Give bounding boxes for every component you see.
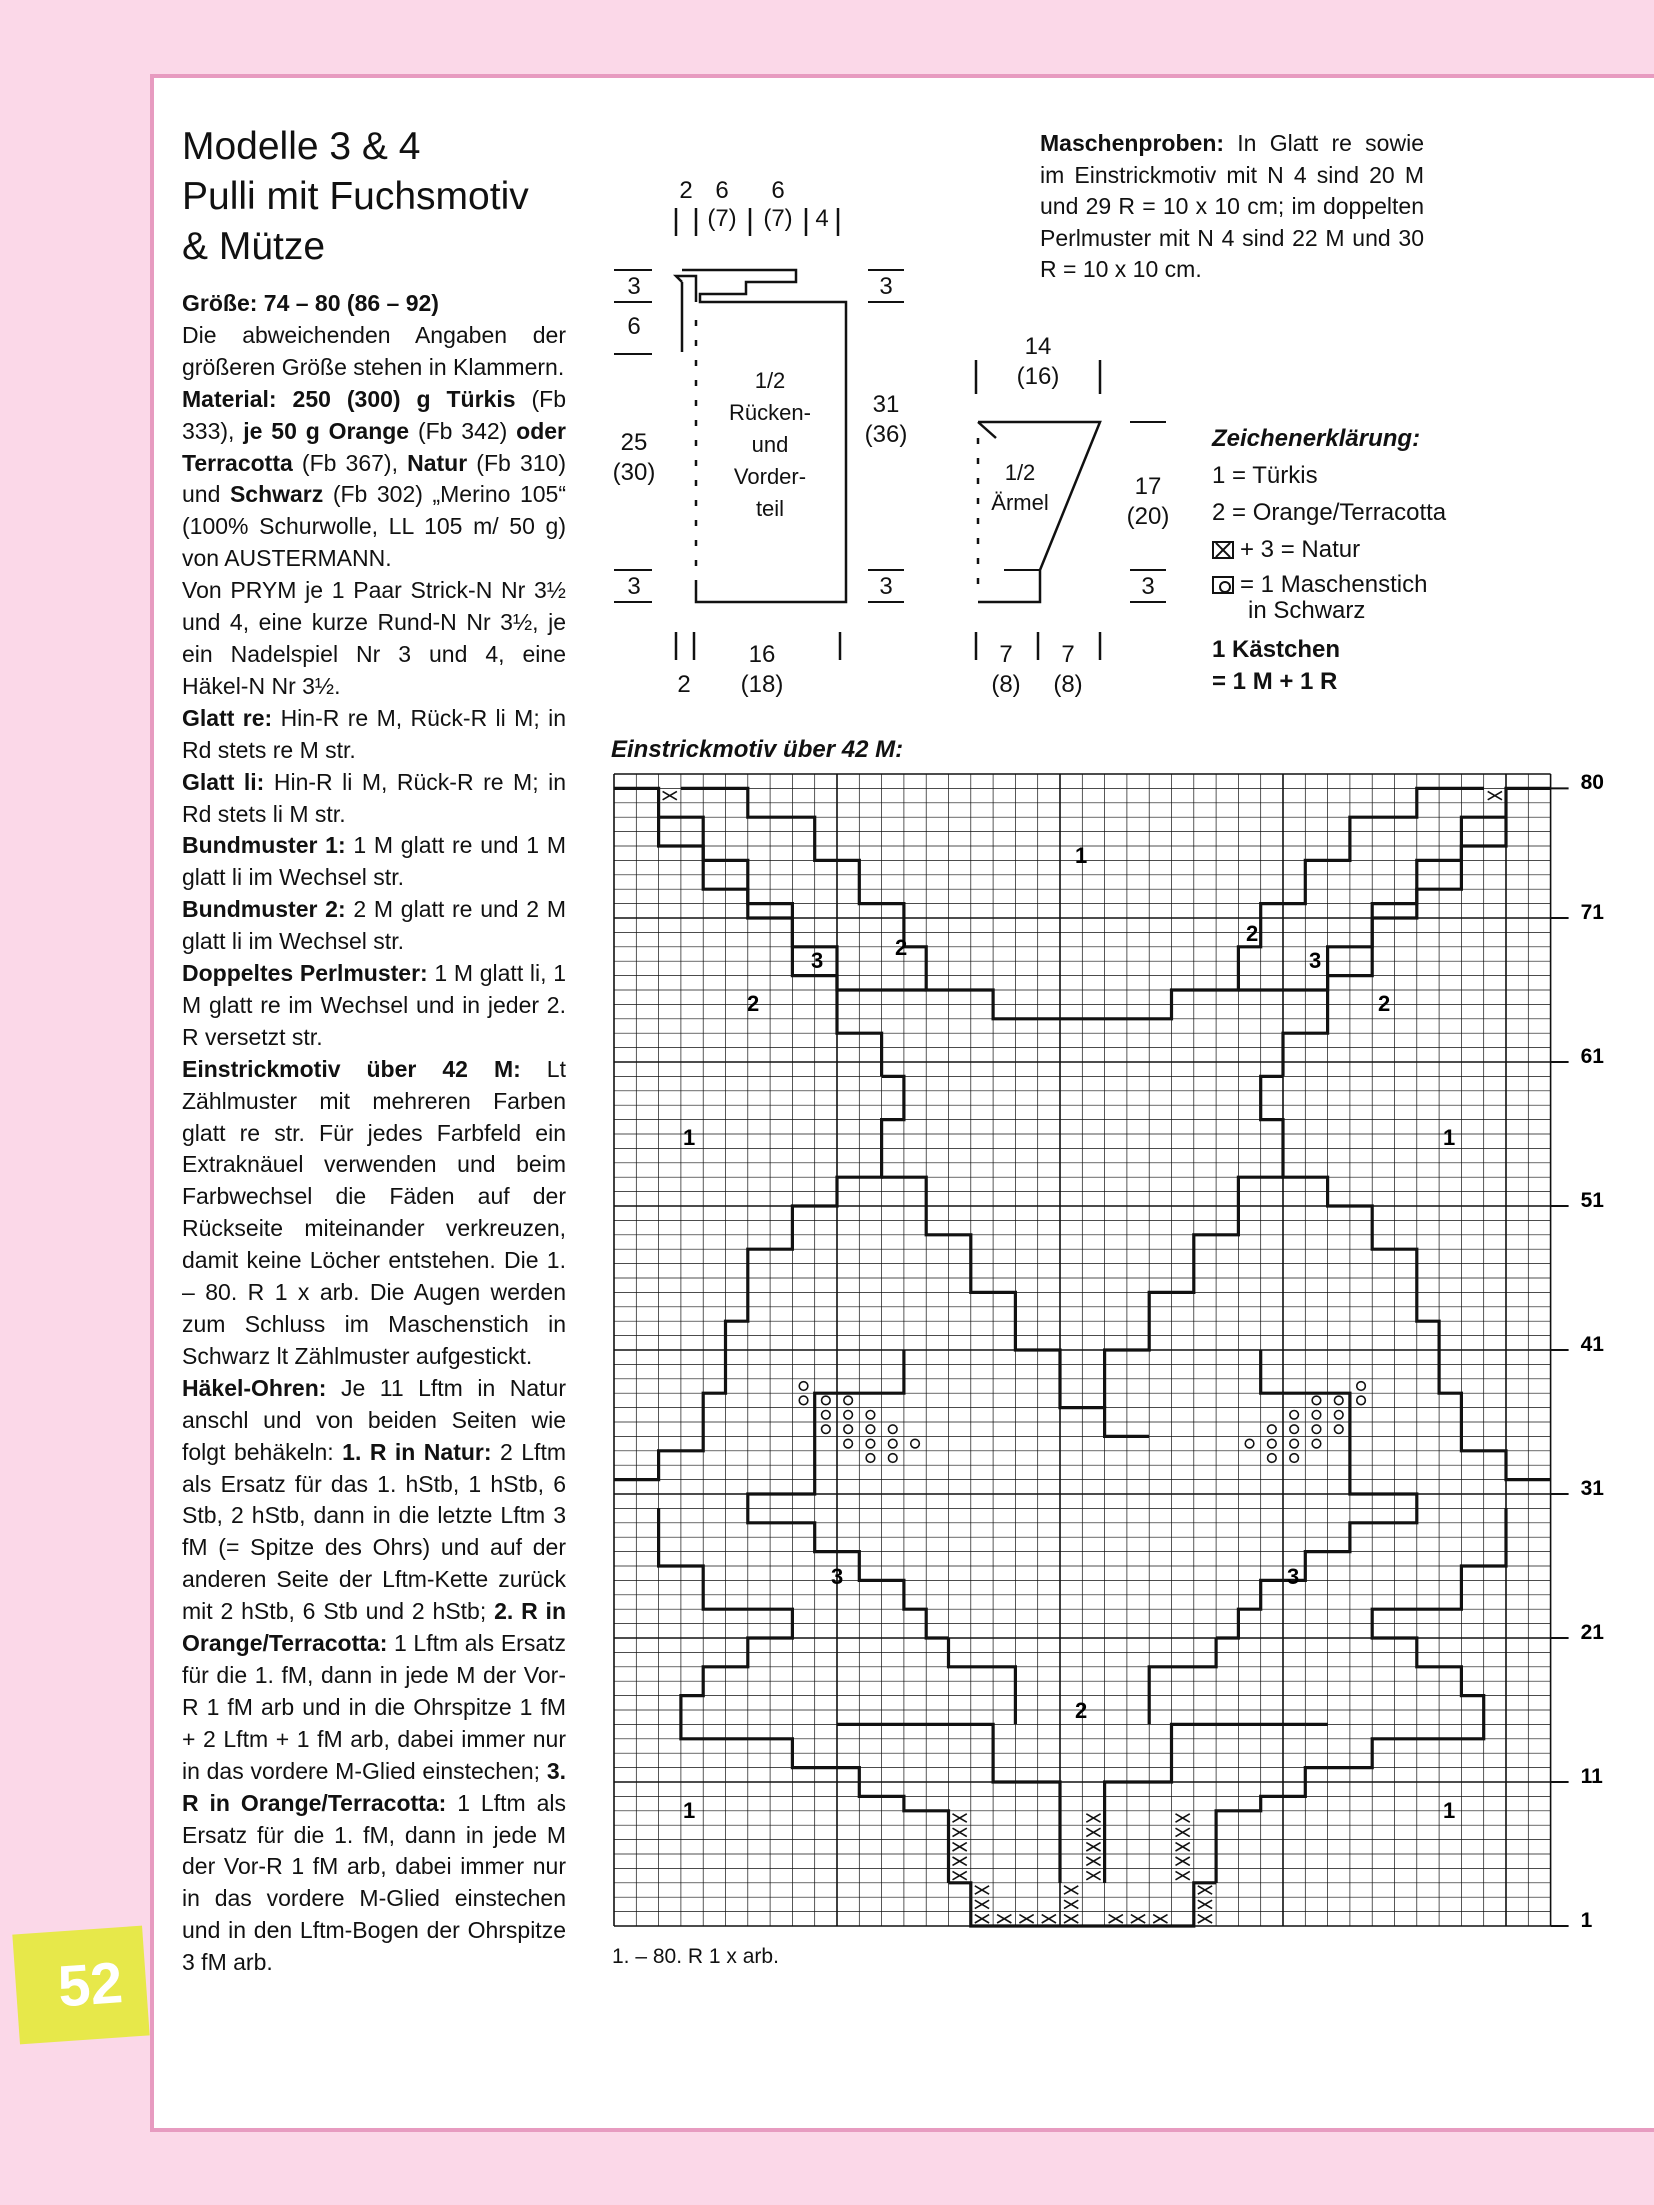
circle-mark: [1357, 1382, 1366, 1391]
material-orange: je 50 g Orange: [243, 417, 410, 444]
color-1-label: 1: [1443, 1798, 1456, 1823]
ohren-text: 2 Lftm als Ersatz für das 1. hStb, 1 hStb, 6 Stb, 2 hStb, dann in die letzte Lftm 3 fM (= Spitze des Ohrs) und auf der anderen Seite der Lftm-Kette zurück mit 2 hStb, 6 Stb und 2 hStb;: [182, 1438, 566, 1625]
cross-mark: [1176, 1828, 1190, 1836]
legend-item-3: [1212, 531, 1512, 568]
cross-mark: [953, 1828, 967, 1836]
legend-item-4: [1212, 572, 1512, 598]
circle-mark: [844, 1425, 853, 1434]
cross-mark: [1086, 1828, 1100, 1836]
legend-item-1-text: 1 = Türkis: [1212, 462, 1318, 489]
material-text: (Fb 302) „Merino 105“ (100% Schurwolle, LL 105 m/ 50 g) von AUSTERMANN.: [182, 481, 567, 572]
schema-left-25: 25: [620, 429, 648, 456]
page-title: [182, 122, 602, 272]
glatt-re-paragraph: [182, 703, 566, 767]
cross-mark: [975, 1915, 989, 1923]
size-label: Größe: 74 – 80 (86 – 92): [182, 290, 439, 316]
schema-right-31: 31: [872, 391, 900, 418]
circle-mark: [1334, 1411, 1343, 1420]
schema-sleeve-20: (20): [1126, 503, 1170, 530]
schema-left-3a: 3: [627, 273, 641, 300]
cross-mark: [975, 1900, 989, 1908]
cross-mark: [1176, 1843, 1190, 1851]
color-2-label: 2: [1378, 991, 1391, 1016]
circle-mark: [866, 1454, 875, 1463]
bund2-text: 2 M glatt re und 2 M glatt li im Wechsel str.: [182, 896, 566, 955]
title-line-3: & Mütze: [182, 225, 326, 268]
circle-mark: [799, 1396, 808, 1405]
ohren-row-3: 3. R in Orange/Terracotta:: [182, 1757, 566, 1816]
ohren-text: 1 Lftm als Ersatz für die 1. fM, dann in jede M der Vor-R 1 fM arb, dabei immer nur in das vordere M-Glied einstechen und in den Lftm-Bogen der Ohrspitze 3 fM arb.: [182, 1789, 566, 1976]
circle-mark: [1334, 1425, 1343, 1434]
motiv-paragraph: [182, 1054, 566, 1373]
schema-left-3b: 3: [627, 573, 641, 600]
schema-sleeve-l2: Ärmel: [991, 490, 1049, 515]
color-1-label: 1: [683, 1798, 696, 1823]
perl-paragraph: [182, 958, 566, 1054]
circle-mark: [1290, 1454, 1299, 1463]
schema-body-l3: und: [751, 432, 789, 457]
legend-item-1: [1212, 457, 1512, 494]
page-number: 52: [55, 1950, 125, 2020]
circle-mark: [888, 1425, 897, 1434]
cross-mark: [1064, 1900, 1078, 1908]
cross-mark: [1086, 1814, 1100, 1822]
circle-mark: [1245, 1439, 1254, 1448]
circle-mark: [1290, 1439, 1299, 1448]
circle-mark: [888, 1439, 897, 1448]
glatt-li-label: Glatt li:: [182, 768, 265, 795]
color-1-label: 1: [1075, 843, 1088, 868]
cross-mark: [953, 1814, 967, 1822]
perl-label: Doppeltes Perlmuster:: [182, 960, 428, 987]
color-3-label: 3: [831, 1564, 844, 1589]
motiv-label: Einstrickmotiv über 42 M:: [182, 1055, 521, 1082]
ohren-text: Je 11 Lftm in Natur anschl und von beiden Seiten wie folgt behäkeln:: [182, 1374, 566, 1465]
schema-bottom-16: 16: [748, 641, 776, 668]
schema-sleeve-17: 17: [1134, 473, 1162, 500]
cross-mark: [663, 791, 677, 799]
schema-top-7a: (7): [707, 205, 737, 232]
schema-bottom-2: 2: [677, 671, 691, 698]
cross-mark: [1064, 1915, 1078, 1923]
material-text: (Fb 333),: [182, 385, 566, 444]
cross-mark: [1019, 1915, 1033, 1923]
circle-mark: [888, 1454, 897, 1463]
bund1-paragraph: [182, 830, 566, 894]
row-label: 71: [1580, 900, 1604, 924]
material-text: (Fb 342): [409, 417, 517, 444]
circle-box-icon: [1212, 576, 1234, 594]
circle-mark: [822, 1411, 831, 1420]
glatt-li-paragraph: [182, 767, 566, 831]
chart-row-labels: [1551, 772, 1605, 1932]
material-schwarz: Schwarz: [229, 481, 324, 508]
row-label: 1: [1580, 1908, 1593, 1932]
page-number-badge: [12, 1926, 149, 2045]
cross-mark: [1131, 1915, 1145, 1923]
cross-mark: [1086, 1871, 1100, 1879]
gauge-label: Maschenproben:: [1040, 130, 1225, 156]
circle-mark: [1334, 1396, 1343, 1405]
color-2-label: 2: [895, 935, 908, 960]
schema-sleeve-16: (16): [1016, 363, 1060, 390]
legend-item-2: [1212, 494, 1512, 531]
schema-sleeve-7a: 7: [999, 641, 1013, 668]
schema-body-l1: 1/2: [754, 368, 786, 393]
legend-box-a: 1 Kästchen: [1212, 636, 1341, 663]
perl-text: 1 M glatt li, 1 M glatt re im Wechsel und in jeder 2. R versetzt str.: [182, 960, 566, 1050]
schema-top-ticks: [676, 208, 838, 236]
cross-mark: [1042, 1915, 1056, 1923]
row-label: 61: [1580, 1044, 1604, 1068]
material-terracotta: oder Terracotta: [182, 417, 566, 476]
size-paragraph: [182, 288, 566, 384]
circle-mark: [911, 1439, 920, 1448]
cross-mark: [1109, 1915, 1123, 1923]
chart-grid: [614, 774, 1551, 1926]
bund1-label: Bundmuster 1:: [182, 832, 346, 859]
row-label: 51: [1580, 1188, 1604, 1212]
circle-mark: [1290, 1411, 1299, 1420]
circle-mark: [1312, 1439, 1321, 1448]
legend-item-4b: in Schwarz: [1248, 597, 1366, 624]
glatt-re-text: Hin-R re M, Rück-R li M; in Rd stets re M str.: [182, 704, 566, 763]
ohren-text: 1 Lftm als Ersatz für die 1. fM, dann in jede M der Vor-R 1 fM arb und in die Ohrspitze 1 fM + 2 Lftm + 1 fM arb, dabei immer nur in das vordere M-Glied einstechen;: [182, 1630, 566, 1784]
legend-item-3-text: + 3 = Natur: [1240, 536, 1361, 563]
ohren-label: Häkel-Ohren:: [182, 1374, 327, 1401]
schema-body-l5: teil: [755, 496, 785, 521]
circle-mark: [1268, 1454, 1277, 1463]
cross-mark: [1176, 1814, 1190, 1822]
schema-sleeve-8a: (8): [991, 671, 1021, 698]
color-2-label: 2: [1246, 921, 1259, 946]
bund1-text: 1 M glatt re und 1 M glatt li im Wechsel str.: [182, 832, 566, 891]
cross-mark: [1176, 1871, 1190, 1879]
title-line-2: Pulli mit Fuchsmotiv: [182, 175, 529, 218]
circle-mark: [1312, 1425, 1321, 1434]
circle-mark: [866, 1425, 875, 1434]
cross-mark: [1176, 1857, 1190, 1865]
cross-mark: [1153, 1915, 1167, 1923]
cross-mark: [1086, 1843, 1100, 1851]
circle-mark: [1312, 1396, 1321, 1405]
schema-body-l2: Rücken-: [729, 400, 811, 425]
circle-mark: [822, 1425, 831, 1434]
schema-left-6: 6: [627, 313, 641, 340]
stitch-chart: [612, 772, 1612, 1942]
color-3-label: 3: [811, 948, 824, 973]
cross-mark: [1064, 1886, 1078, 1894]
schema-top-6b: 6: [771, 177, 785, 204]
cross-mark: [1086, 1857, 1100, 1865]
color-3-label: 3: [1287, 1564, 1300, 1589]
schema-right-36: (36): [864, 421, 908, 448]
cross-mark: [1198, 1915, 1212, 1923]
color-1-label: 1: [683, 1125, 696, 1150]
cross-mark: [1198, 1886, 1212, 1894]
schema-sleeve-14: 14: [1024, 333, 1052, 360]
row-label: 11: [1580, 1764, 1603, 1788]
legend: [1212, 420, 1512, 698]
cross-box-icon: [1212, 541, 1234, 559]
color-3-label: 3: [1309, 948, 1322, 973]
legend-title: Zeichenerklärung:: [1212, 425, 1421, 452]
material-text: (Fb 310) und: [182, 449, 566, 508]
circle-mark: [844, 1411, 853, 1420]
schema-sleeve-3: 3: [1141, 573, 1155, 600]
circle-mark: [1268, 1439, 1277, 1448]
cross-mark: [953, 1871, 967, 1879]
color-1-label: 1: [1443, 1125, 1456, 1150]
bund2-label: Bundmuster 2:: [182, 896, 346, 923]
circle-mark: [1268, 1425, 1277, 1434]
row-label: 41: [1580, 1332, 1604, 1356]
schema-top-6a: 6: [715, 177, 729, 204]
row-label: 80: [1580, 772, 1604, 795]
legend-box-b: = 1 M + 1 R: [1212, 668, 1338, 695]
circle-mark: [799, 1382, 808, 1391]
material-text: (Fb 367),: [292, 449, 408, 476]
size-text: Die abweichenden Angaben der größeren Größe stehen in Klammern.: [182, 321, 566, 380]
circle-mark: [844, 1396, 853, 1405]
row-label: 31: [1580, 1476, 1604, 1500]
instructions: [182, 288, 566, 1979]
schema-left-30: (30): [612, 459, 656, 486]
color-2-label: 2: [1075, 1698, 1088, 1723]
chart-title: Einstrickmotiv über 42 M:: [611, 736, 904, 763]
legend-item-2-text: 2 = Orange/Terracotta: [1212, 499, 1447, 526]
material-natur: Natur: [407, 449, 468, 476]
circle-mark: [1312, 1411, 1321, 1420]
circle-mark: [1290, 1425, 1299, 1434]
needles-paragraph: Von PRYM je 1 Paar Strick-N Nr 3½ und 4, eine kurze Rund-N Nr 3½, je ein Nadelspiel Nr 3 und 4, eine Häkel-N Nr 3½.: [182, 577, 566, 699]
bund2-paragraph: [182, 894, 566, 958]
ohren-paragraph: [182, 1373, 566, 1979]
gauge-text: In Glatt re sowie im Einstrickmotiv mit N 4 sind 20 M und 29 R = 10 x 10 cm; im doppelten Perlmuster mit N 4 sind 22 M und 30 R = 10 x 10 cm.: [1040, 130, 1424, 282]
row-label: 21: [1580, 1620, 1604, 1644]
schema-right-3b: 3: [879, 573, 893, 600]
color-2-label: 2: [747, 991, 760, 1016]
circle-mark: [1357, 1396, 1366, 1405]
schema-right-3a: 3: [879, 273, 893, 300]
cross-mark: [975, 1886, 989, 1894]
ohren-row-2: 2. R in Orange/Terracotta:: [182, 1598, 566, 1657]
schema-sleeve-8b: (8): [1053, 671, 1083, 698]
glatt-re-label: Glatt re:: [182, 704, 273, 731]
motiv-text: Lt Zählmuster mit mehreren Farben glatt re str. Für jedes Farbfeld ein Extraknäuel verwenden und beim Farbwechsel die Fäden auf der Rückseite miteinander verkreuzen, damit keine Löcher entstehen. Die 1. – 80. R 1 x arb. Die Augen werden zum Schluss im Maschenstich in Schwarz lt Zählmuster aufgestickt.: [182, 1055, 566, 1369]
material-label: Material: 250 (300) g Türkis: [182, 385, 516, 412]
circle-mark: [844, 1439, 853, 1448]
cross-mark: [953, 1857, 967, 1865]
schema-top-7b: (7): [763, 205, 793, 232]
schema-sleeve-l1: 1/2: [1004, 460, 1036, 485]
ohren-row-1: 1. R in Natur:: [342, 1438, 492, 1465]
schema-sleeve-bottom-ticks: [976, 632, 1100, 660]
title-line-1: Modelle 3 & 4: [182, 125, 421, 168]
circle-mark: [866, 1439, 875, 1448]
glatt-li-text: Hin-R li M, Rück-R re M; in Rd stets li M str.: [182, 768, 566, 827]
cross-mark: [1198, 1900, 1212, 1908]
sizing-schematic: [600, 170, 1200, 710]
schema-top-2: 2: [679, 177, 693, 204]
material-paragraph: [182, 384, 566, 575]
schema-top-4: 4: [815, 205, 829, 232]
circle-mark: [866, 1411, 875, 1420]
chart-footer: 1. – 80. R 1 x arb.: [612, 1945, 779, 1968]
cross-mark: [953, 1843, 967, 1851]
cross-mark: [1488, 791, 1502, 799]
schema-body-l4: Vorder-: [733, 464, 807, 489]
circle-mark: [822, 1396, 831, 1405]
cross-mark: [997, 1915, 1011, 1923]
schema-sleeve-7b: 7: [1061, 641, 1075, 668]
schema-bottom-18: (18): [740, 671, 784, 698]
legend-item-4-text: = 1 Maschenstich: [1240, 571, 1428, 598]
